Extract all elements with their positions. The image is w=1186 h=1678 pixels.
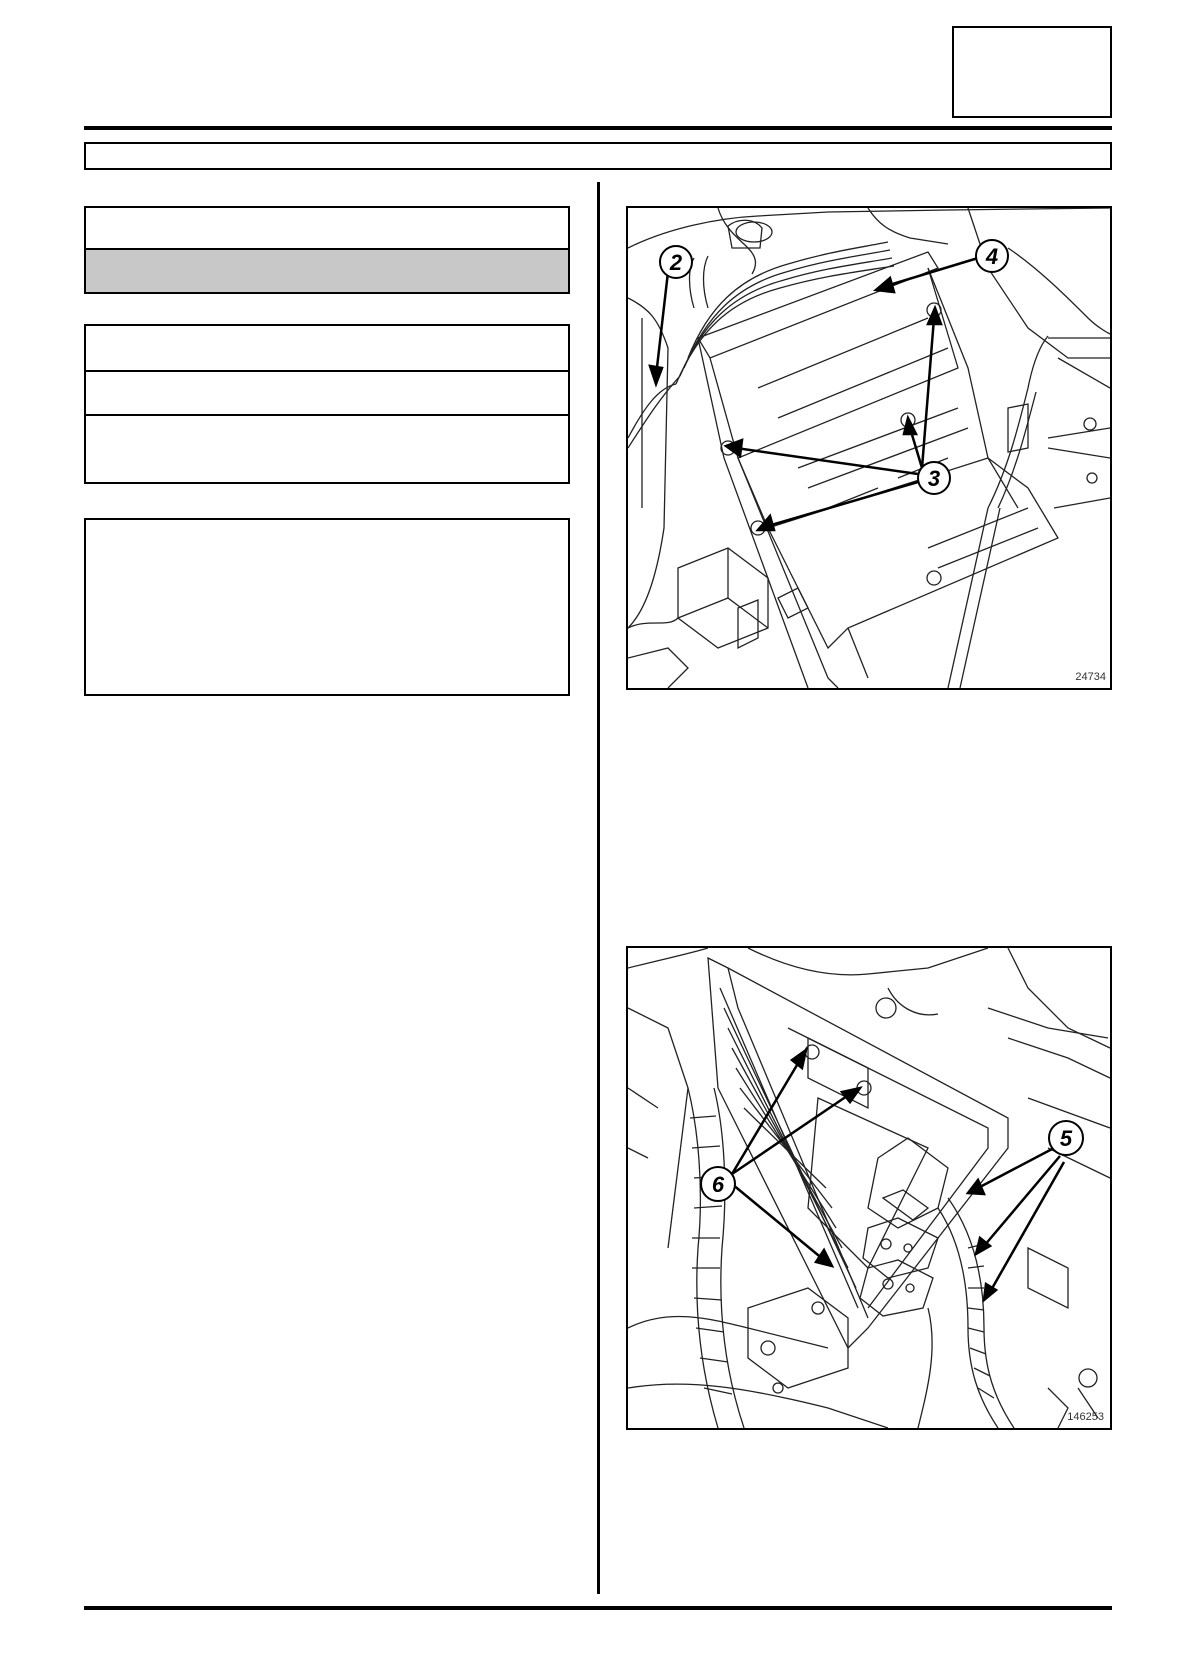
info-table-1-row-1: [86, 208, 568, 248]
figure-1-callout-4: 4: [985, 244, 999, 269]
info-table-1-row-2-shaded: [86, 248, 568, 292]
info-table-1: [84, 206, 570, 294]
figure-2-callout-5: 5: [1059, 1126, 1073, 1151]
note-box: [84, 518, 570, 696]
section-code-box: [952, 26, 1112, 118]
column-divider: [597, 182, 600, 1594]
figure-1-callout-3: 3: [927, 466, 941, 491]
footer-rule: [84, 1606, 1112, 1610]
title-bar: [84, 142, 1112, 170]
figure-1-callout-2: 2: [669, 250, 683, 275]
figure-2-drawing: [628, 948, 1110, 1428]
figure-1-drawing: [628, 208, 1110, 688]
info-table-2-row-2: [86, 370, 568, 414]
info-table-2-row-1: [86, 326, 568, 370]
figure-1: [626, 206, 1112, 690]
info-table-2: [84, 324, 570, 484]
figure-2-ref: 146253: [1067, 1411, 1104, 1423]
info-table-2-row-3: [86, 414, 568, 482]
figure-2-callout-6: 6: [711, 1172, 725, 1197]
figure-1-ref: 24734: [1075, 671, 1106, 683]
figure-2: [626, 946, 1112, 1430]
header-rule: [84, 126, 1112, 130]
